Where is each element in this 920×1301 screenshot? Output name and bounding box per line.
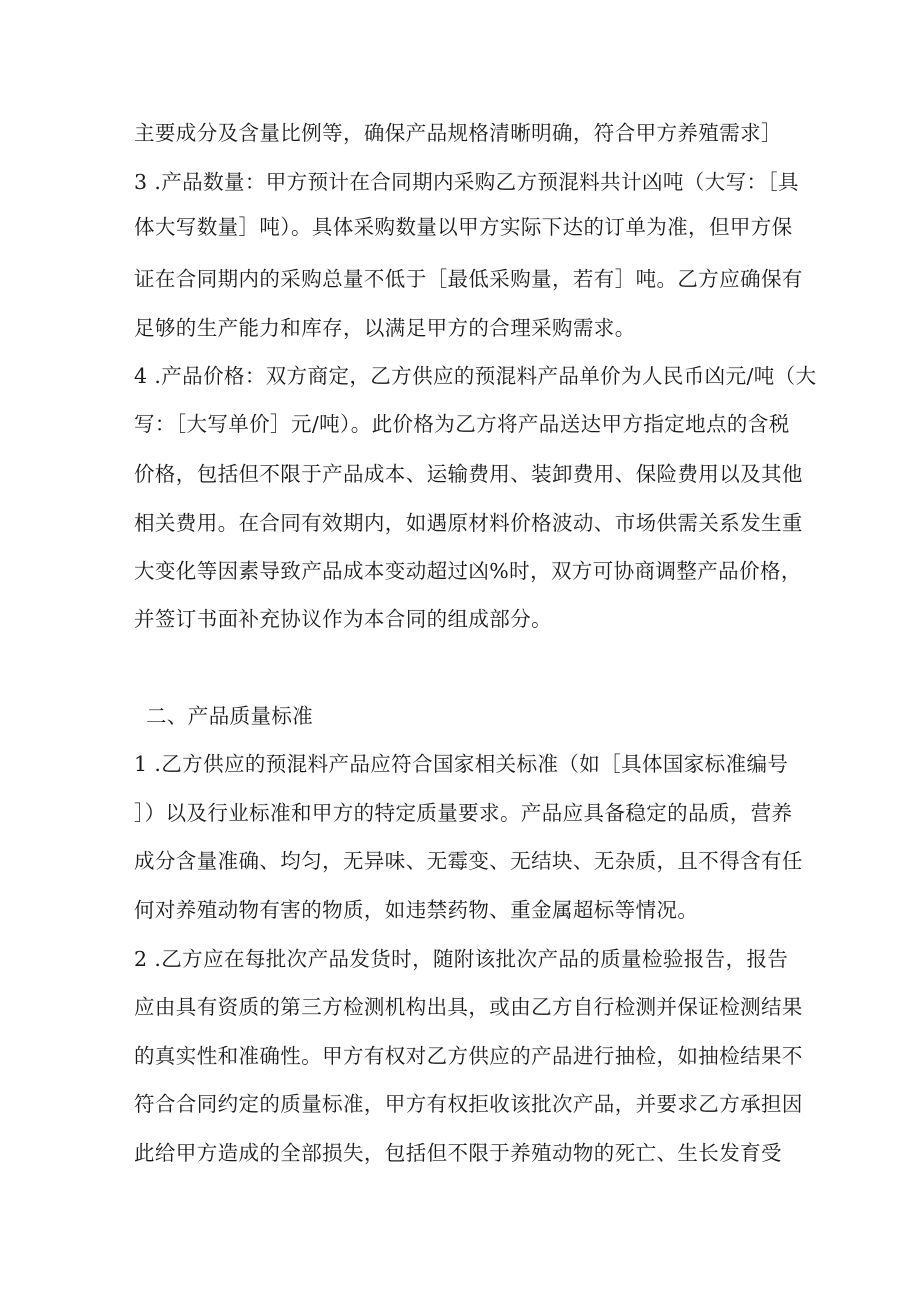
text-line: 4 .产品价格：双方商定，乙方供应的预混料产品单价为人民币凶元/吨（大 [134,364,817,388]
text-line: 并签订书面补充协议作为本合同的组成部分。 [134,607,552,631]
text-line: 此给甲方造成的全部损失，包括但不限于养殖动物的死亡、生长发育受 [134,1141,782,1165]
text-line: 3 .产品数量：甲方预计在合同期内采购乙方预混料共计凶吨（大写：［具 [134,170,799,194]
text-line: 证在合同期内的采购总量不低于［最低采购量，若有］吨。乙方应确保有 [134,267,803,291]
text-line: 符合合同约定的质量标准，甲方有权拒收该批次产品，并要求乙方承担因 [134,1092,803,1116]
text-line: 1 .乙方供应的预混料产品应符合国家相关标准（如［具体国家标准编号 [134,752,789,776]
text-line: 主要成分及含量比例等，确保产品规格清晰明确，符合甲方养殖需求］ [134,121,782,145]
text-line: 大变化等因素导致产品成本变动超过凶%时，双方可协商调整产品价格， [134,559,802,583]
text-line: 何对养殖动物有害的物质，如违禁药物、重金属超标等情况。 [134,898,699,922]
text-line: 相关费用。在合同有效期内，如遇原材料价格波动、市场供需关系发生重 [134,511,803,535]
text-line: 价格，包括但不限于产品成本、运输费用、装卸费用、保险费用以及其他 [134,462,803,486]
section-heading: 二、产品质量标准 [146,704,314,728]
text-line: ］）以及行业标准和甲方的特定质量要求。产品应具备稳定的品质，营养 [134,801,793,825]
text-line: 体大写数量］吨）。具体采购数量以甲方实际下达的订单为准，但甲方保 [134,215,793,239]
text-line: 应由具有资质的第三方检测机构出具，或由乙方自行检测并保证检测结果 [134,995,803,1019]
text-line: 成分含量准确、均匀，无异味、无霉变、无结块、无杂质，且不得含有任 [134,849,803,873]
text-line: 足够的生产能力和库存，以满足甲方的合理采购需求。 [134,316,636,340]
text-line: 2 .乙方应在每批次产品发货时，随附该批次产品的质量检验报告，报告 [134,947,789,971]
text-line: 写：［大写单价］元/吨）。此价格为乙方将产品送达甲方指定地点的含税 [134,412,790,436]
text-line: 的真实性和准确性。甲方有权对乙方供应的产品进行抽检，如抽检结果不 [134,1044,803,1068]
